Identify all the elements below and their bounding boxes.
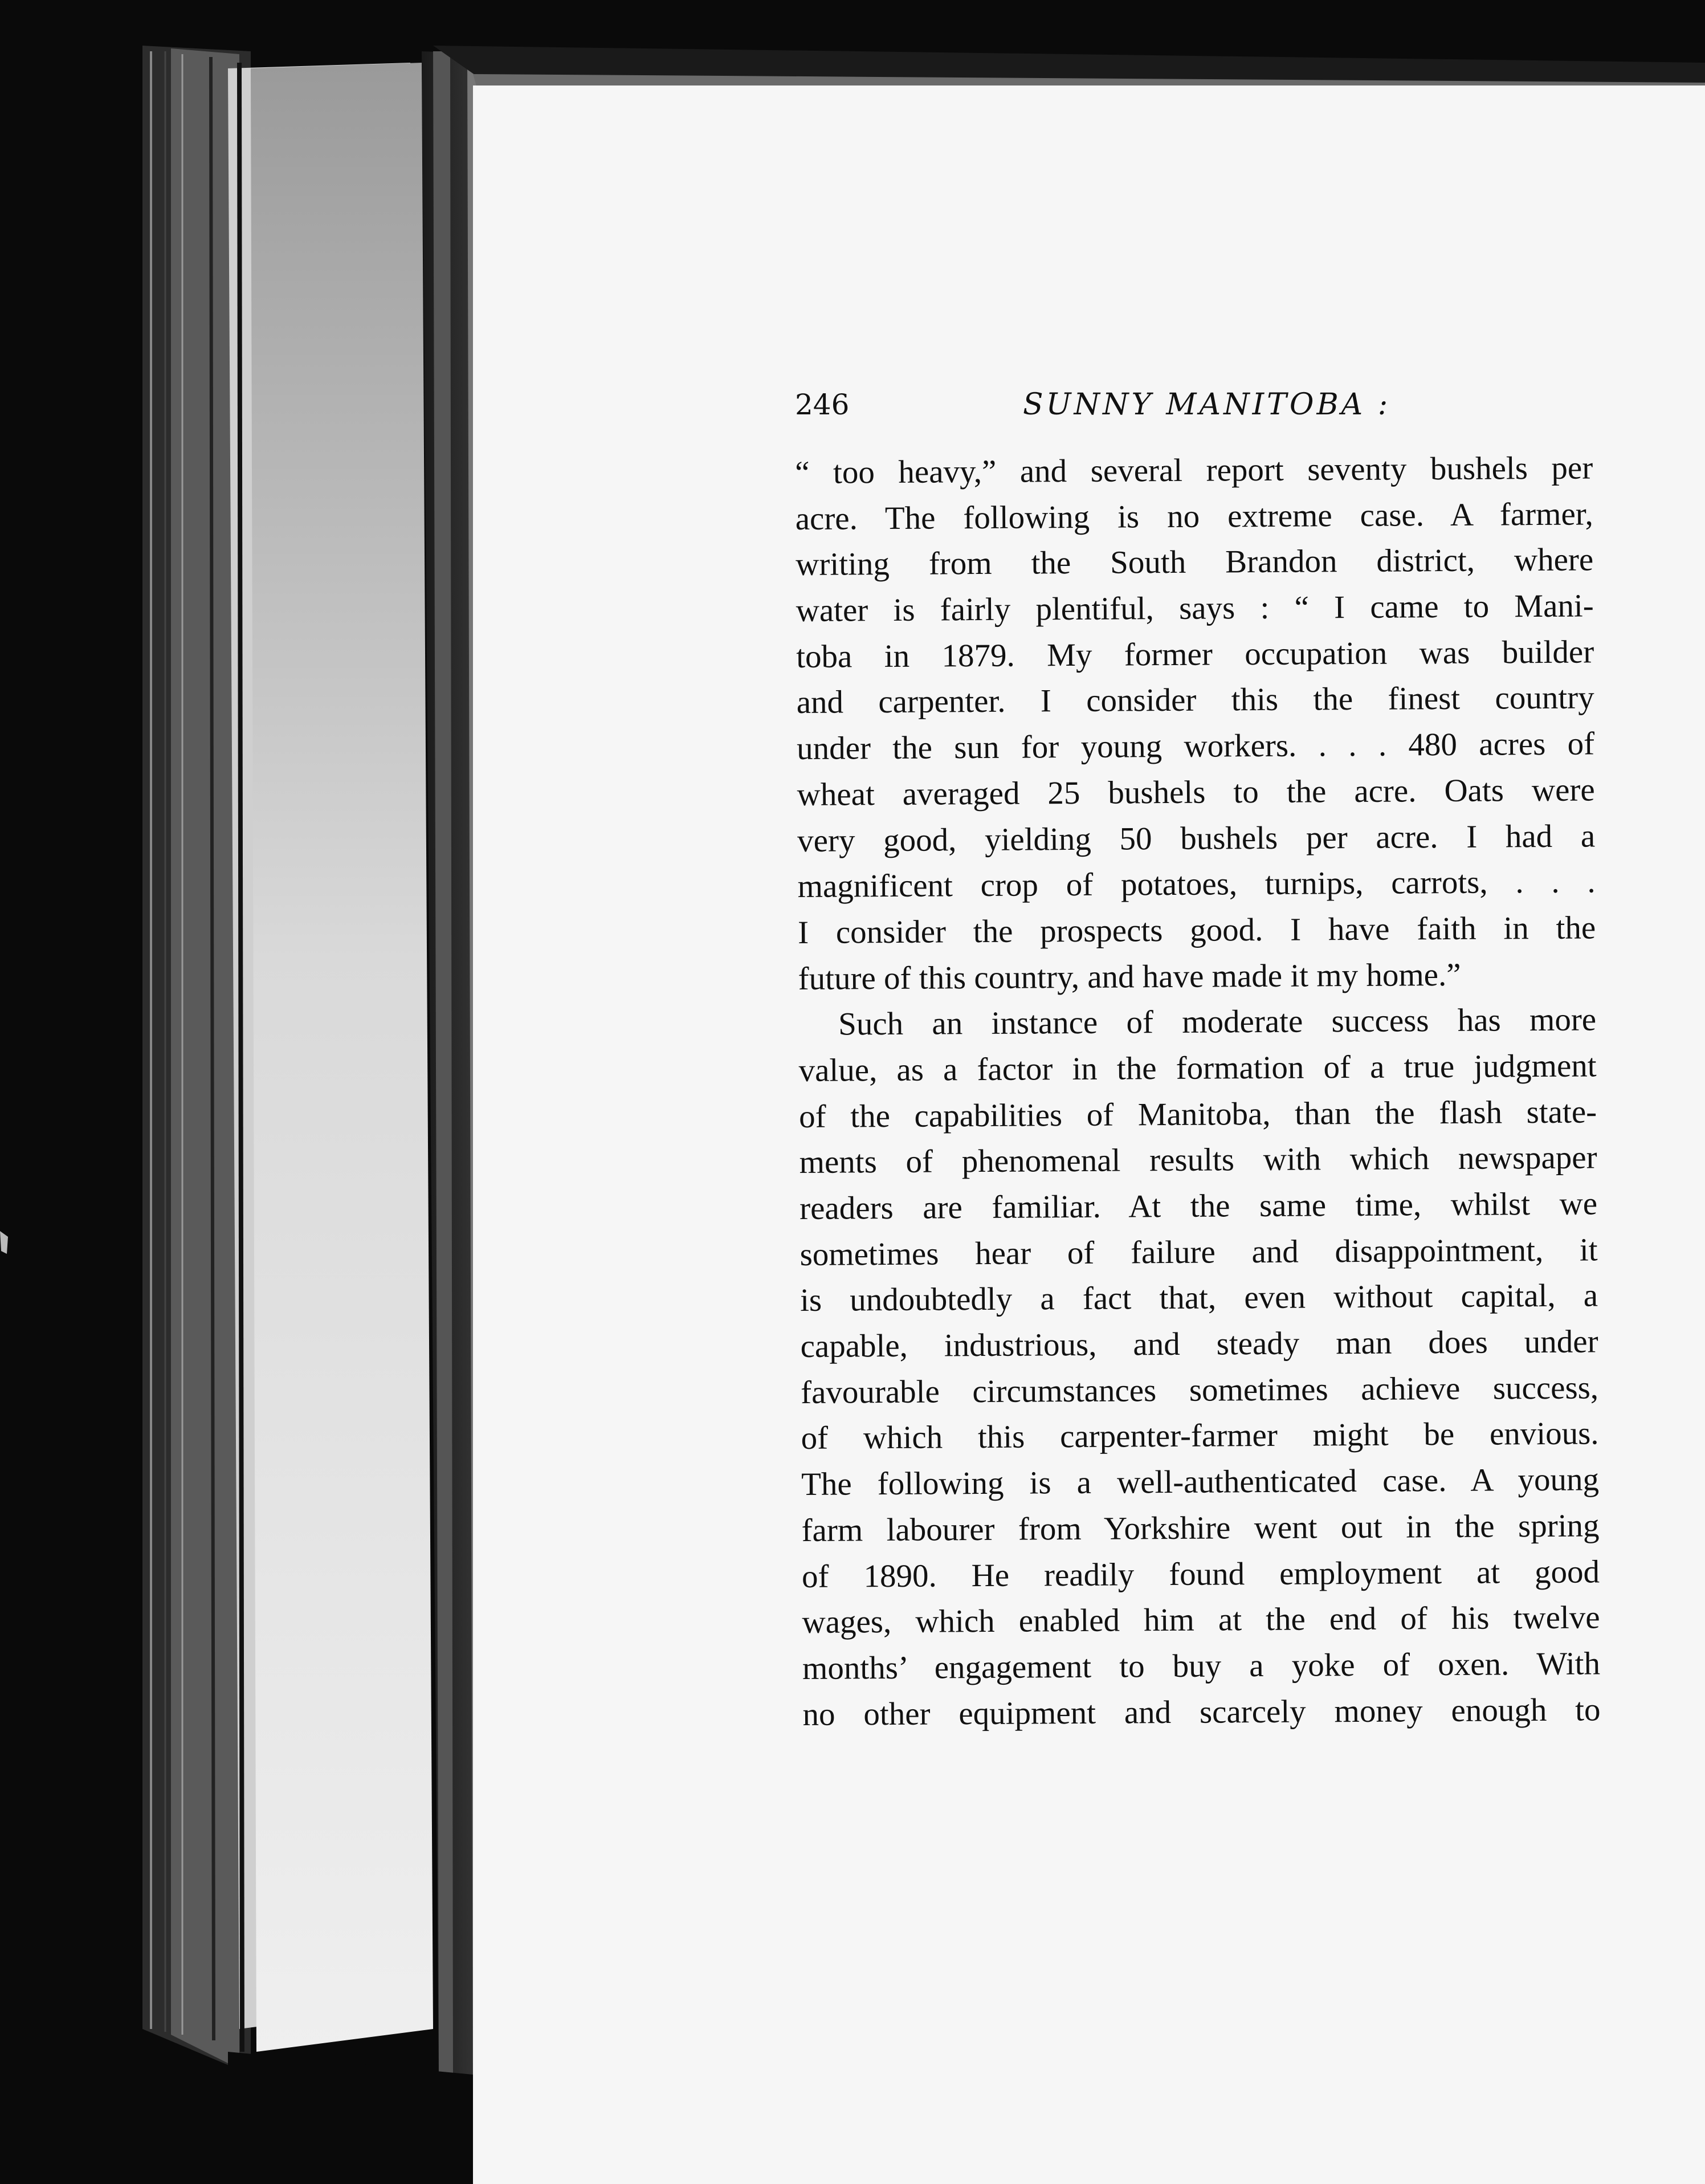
text-line: water is fairly plentiful, says : “ I came to Mani- xyxy=(796,588,1594,629)
text-line: toba in 1879. My former occupation was builder xyxy=(796,634,1594,675)
text-line: sometimes hear of failure and disappointment, it xyxy=(800,1232,1598,1273)
text-line: acre. The following is no extreme case. A farmer, xyxy=(795,496,1593,537)
text-line: Such an instance of moderate success has more xyxy=(838,1001,1597,1042)
text-line: wheat averaged 25 bushels to the acre. Oats were xyxy=(797,772,1595,813)
text-line: of which this carpenter-farmer might be envious. xyxy=(801,1415,1599,1457)
page-header xyxy=(795,382,1587,427)
text-line: and carpenter. I consider this the finest country xyxy=(796,679,1594,721)
text-line: months’ engagement to buy a yoke of oxen. With xyxy=(802,1645,1601,1686)
text-line: is undoubtedly a fact that, even without capital, a xyxy=(800,1277,1598,1319)
text-line: under the sun for young workers. . . . 480 acres of xyxy=(797,726,1595,767)
text-line: future of this country, and have made it my home.” xyxy=(798,956,1461,997)
text-line: wages, which enabled him at the end of his twelve xyxy=(802,1599,1600,1641)
text-line: “ too heavy,” and several report seventy bushels per xyxy=(795,450,1593,491)
text-line: writing from the South Brandon district, where xyxy=(796,541,1594,583)
text-line: of 1890. He readily found employment at good xyxy=(801,1553,1600,1595)
text-line: very good, yielding 50 bushels per acre. I had a xyxy=(797,817,1596,859)
text-line: of the capabilities of Manitoba, than the flash state- xyxy=(798,1094,1597,1135)
page-number: 246 xyxy=(795,388,850,421)
running-head: SUNNY MANITOBA : xyxy=(1023,388,1391,422)
text-line: capable, industrious, and steady man does under xyxy=(800,1323,1598,1365)
text-line: magnificent crop of potatoes, turnips, carrots, . . . xyxy=(797,863,1596,905)
text-line: ments of phenomenal results with which newspaper xyxy=(799,1139,1597,1181)
body-text xyxy=(795,445,1601,1738)
text-line: readers are familiar. At the same time, whilst we xyxy=(799,1185,1598,1227)
text-line: farm labourer from Yorkshire went out in the spring xyxy=(801,1507,1600,1549)
text-line: The following is a well-authenticated case. A young xyxy=(801,1461,1600,1503)
text-line: no other equipment and scarcely money enough to xyxy=(802,1691,1601,1733)
text-line: I consider the prospects good. I have faith in the xyxy=(797,910,1596,951)
text-line: value, as a factor in the formation of a true judgment xyxy=(798,1048,1597,1089)
text-line: favourable circumstances sometimes achieve success, xyxy=(800,1370,1599,1411)
